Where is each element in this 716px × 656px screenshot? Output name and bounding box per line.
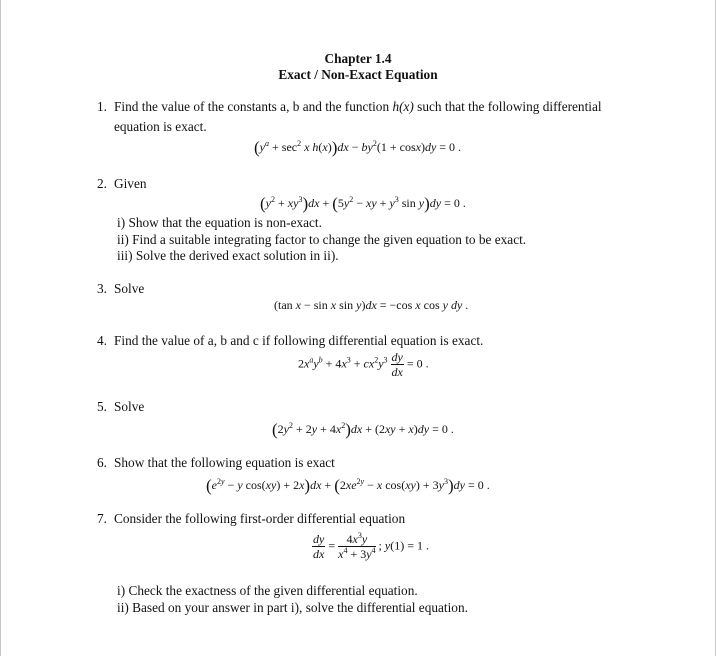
q1-equation: ($y^a + \sec^2 x$ $h(x))dx - by^2(1 + \cos x)dy = 0$ . <box>254 138 462 157</box>
q6-equation: ($e^{2y} - y$ $\cos(xy) + 2x)dx + (2xe^{2y} - x$ $\cos(xy) + 3y^3)dy = 0$ . <box>206 476 490 495</box>
q7-text: Consider the following first-order differential equation <box>114 511 406 526</box>
page-subtitle: Exact / Non-Exact Equation <box>278 67 438 82</box>
q2-text: Given <box>114 176 147 191</box>
q1-number: 1. <box>97 99 107 114</box>
q7-number: 7. <box>97 511 107 526</box>
q2-number: 2. <box>97 176 107 191</box>
chapter-title: Chapter 1.4 <box>324 51 392 66</box>
q1-text-line2: equation is exact. <box>114 119 207 134</box>
q1-text-line1 <box>114 100 602 113</box>
q7-equation: $\frac{dy}{dx}$ = $\frac{4x^3y}{x^4 + 3y^4}$ ; y(1) = 1 . <box>313 531 429 561</box>
q2-part-2: ii) Find a suitable integrating factor to change the given equation to be exact. <box>117 232 527 247</box>
q3-text: Solve <box>114 281 145 296</box>
q5-number: 5. <box>97 399 107 414</box>
q5-equation: $(2y^2 + 2y + 4x^2)dx + (2xy + x)dy = 0$ . <box>272 420 454 439</box>
q2-equation: $(y^2 + xy^3)dx + (5y^2$ − xy + $y^3$ sin y)dy = 0 . <box>260 194 466 213</box>
q7-part-2: ii) Based on your answer in part i), solve the differential equation. <box>117 600 468 615</box>
q6-number: 6. <box>97 455 107 470</box>
q4-equation: $2x^ay^b + 4x^3 + cx^2y^3$ $\frac{dy}{dx}$ = 0 . <box>298 350 429 379</box>
q1-function: h(x) <box>392 99 414 114</box>
q1-equation-text <box>0 0 1 1</box>
q1-text-start: Find the value of the constants a, b and the function <box>114 99 390 114</box>
q2-part-3: iii) Solve the derived exact solution in ii). <box>117 248 339 263</box>
q4-number: 4. <box>97 333 107 348</box>
q7-part-1: i) Check the exactness of the given differential equation. <box>117 583 418 598</box>
q2-part-1: i) Show that the equation is non-exact. <box>117 215 322 230</box>
q5-text: Solve <box>114 399 145 414</box>
q6-text: Show that the following equation is exact <box>114 455 335 470</box>
q3-number: 3. <box>97 281 107 296</box>
q4-text: Find the value of a, b and c if following differential equation is exact. <box>114 333 484 348</box>
q3-equation: (tan x − sin x sin y)dx = −cos x cos y dy . <box>274 298 469 312</box>
q1-text-end: such that the following differential <box>417 99 602 114</box>
